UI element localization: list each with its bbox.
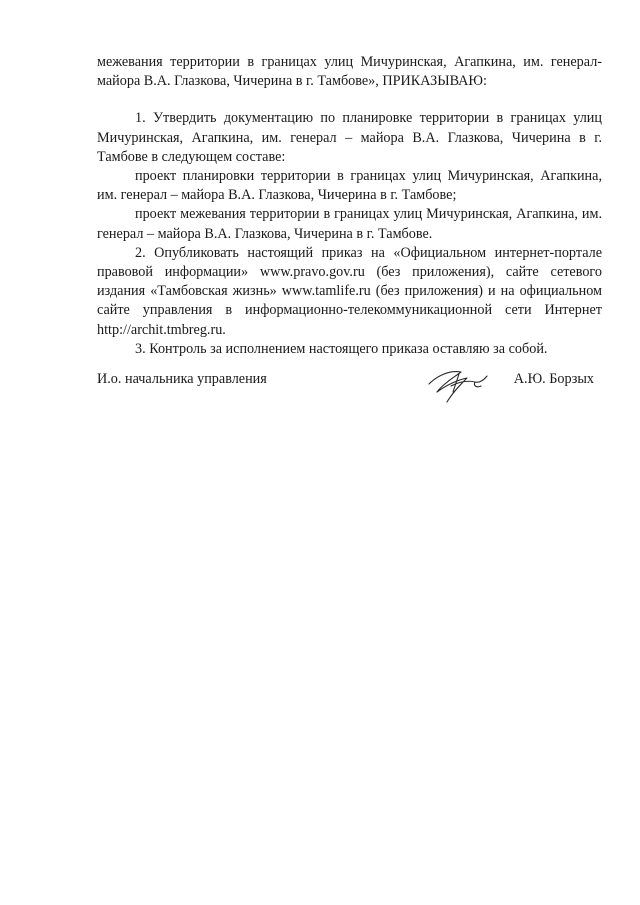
intro-paragraph: межевания территории в границах улиц Мичуринская, Агапкина, им. генерал-майора В.А. Глазкова, Чичерина в г. Тамбове», ПРИКАЗЫВАЮ: [97, 54, 602, 90]
document-body [97, 53, 602, 359]
item-2-paragraph: 2. Опубликовать настоящий приказ на «Официальном интернет-портале правовой информации» www.pravo.gov.ru (без приложения), сайте сетевого издания «Тамбовская жизнь» www.tamlife.ru (без приложения) и на официальном сайте управления в информационно-телекоммуникационной сети Интернет http://archit.tmbreg.ru. [97, 244, 602, 338]
signatory-title: И.о. начальника управления [97, 371, 267, 387]
item-1-subitem-planning: проект планировки территории в границах улиц Мичуринская, Агапкина, им. генерал – майора В.А. Глазкова, Чичерина в г. Тамбове; [97, 168, 602, 204]
item-1-subitem-surveying: проект межевания территории в границах улиц Мичуринская, Агапкина, им. генерал – майора В.А. Глазкова, Чичерина в г. Тамбове. [97, 206, 602, 242]
signature-block [97, 366, 602, 416]
item-3-paragraph: 3. Контроль за исполнением настоящего приказа оставляю за собой. [135, 340, 548, 357]
handwritten-signature [423, 362, 493, 410]
signatory-name: А.Ю. Борзых [513, 371, 594, 387]
item-1-paragraph: 1. Утвердить документацию по планировке территории в границах улиц Мичуринская, Агапкина, им. генерал – майора В.А. Глазкова, Чичерина в г. Тамбове в следующем составе: [97, 110, 602, 165]
